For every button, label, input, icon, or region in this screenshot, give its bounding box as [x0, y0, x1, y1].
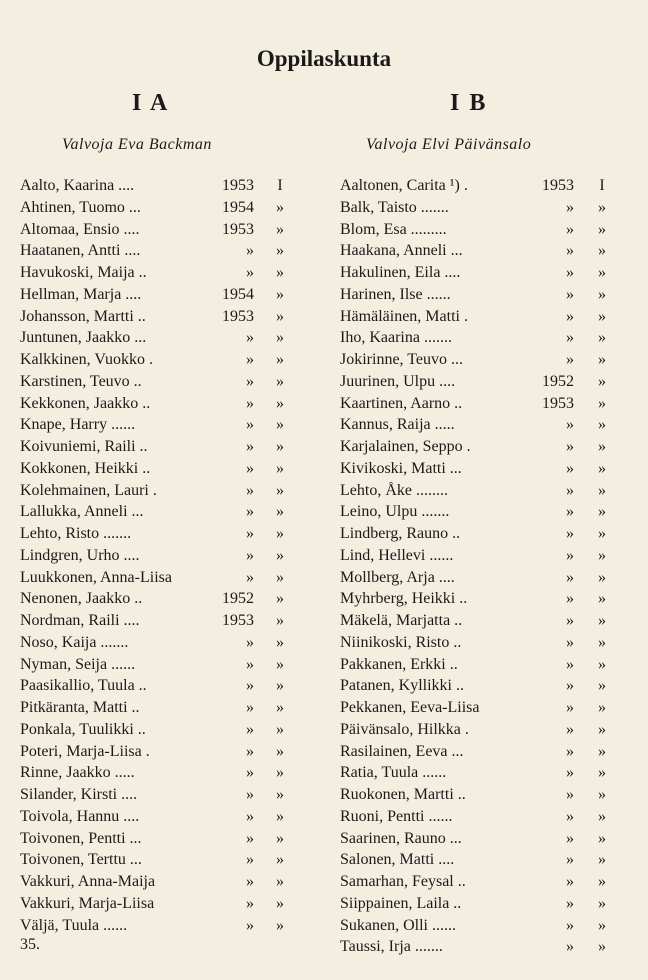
student-year: 1953 — [222, 220, 254, 238]
student-class: » — [276, 264, 284, 281]
student-year: » — [566, 242, 574, 260]
student-class: » — [276, 220, 284, 238]
student-year: » — [566, 438, 574, 455]
student-class: » — [598, 916, 606, 934]
student-row — [20, 545, 295, 567]
student-class: » — [276, 851, 284, 869]
student-class: » — [598, 633, 606, 651]
student-name: Kolehmainen, Lauri . — [20, 481, 157, 499]
student-name: Kannus, Raija ..... — [340, 416, 455, 434]
student-name: Haatanen, Antti .... — [20, 242, 141, 260]
student-name: Havukoski, Maija .. — [20, 264, 147, 281]
student-row — [20, 501, 295, 523]
student-year: » — [566, 677, 574, 695]
student-class: » — [276, 655, 284, 673]
student-row — [20, 349, 295, 371]
student-year: » — [246, 329, 254, 347]
student-row — [340, 719, 612, 741]
student-name: Mollberg, Arja .... — [340, 568, 455, 586]
student-class: » — [598, 873, 606, 890]
student-year: » — [566, 851, 574, 869]
student-row — [340, 610, 612, 632]
student-name: Myhrberg, Heikki .. — [340, 590, 468, 608]
student-year: » — [566, 633, 574, 651]
student-name: Pakkanen, Erkki .. — [340, 655, 458, 673]
student-name: Lind, Hellevi ...... — [340, 546, 454, 564]
student-year: » — [246, 633, 254, 651]
student-year: » — [566, 612, 574, 629]
student-row — [20, 893, 295, 915]
student-class: » — [276, 307, 284, 325]
student-year: » — [566, 416, 574, 434]
student-year: » — [566, 459, 574, 477]
student-row — [20, 414, 295, 436]
student-year: » — [566, 307, 574, 325]
student-row — [340, 197, 612, 219]
student-name: Balk, Taisto ....... — [340, 198, 449, 216]
student-year: » — [246, 894, 254, 912]
student-name: Lindgren, Urho .... — [20, 546, 140, 564]
student-name: Blom, Esa ......... — [340, 220, 447, 238]
student-year: 1953 — [222, 612, 254, 629]
student-row — [340, 219, 612, 241]
student-row — [340, 632, 612, 654]
student-year: » — [246, 764, 254, 782]
class-a-heading: I A — [132, 90, 170, 116]
student-year: » — [246, 699, 254, 716]
student-name: Sukanen, Olli ...... — [340, 916, 456, 934]
student-row — [20, 458, 295, 480]
student-class: » — [598, 612, 606, 629]
student-name: Lallukka, Anneli ... — [20, 503, 144, 521]
student-year: » — [246, 916, 254, 934]
student-class: » — [276, 459, 284, 477]
student-year: » — [566, 590, 574, 608]
student-row — [20, 719, 295, 741]
class-b-supervisor: Valvoja Elvi Päivänsalo — [366, 136, 532, 153]
student-year: » — [566, 503, 574, 521]
student-name: Harinen, Ilse ...... — [340, 285, 451, 303]
student-row — [340, 567, 612, 589]
student-class: » — [598, 351, 606, 368]
student-row — [20, 371, 295, 393]
student-name: Niinikoski, Risto .. — [340, 633, 462, 651]
student-name: Väljä, Tuula ...... — [20, 916, 128, 934]
student-row — [20, 828, 295, 850]
student-year: » — [566, 699, 574, 716]
student-class: » — [276, 786, 284, 803]
student-name: Karstinen, Teuvo .. — [20, 372, 142, 390]
student-class: » — [598, 742, 606, 760]
student-row — [20, 762, 295, 784]
student-row — [340, 762, 612, 784]
student-class: » — [598, 242, 606, 260]
student-name: Nordman, Raili .... — [20, 612, 140, 629]
student-name: Luukkonen, Anna-Liisa — [20, 568, 172, 586]
student-class: » — [276, 416, 284, 434]
student-class: » — [276, 438, 284, 455]
student-row — [340, 327, 612, 349]
student-year: 1954 — [222, 198, 254, 216]
student-name: Toivonen, Pentti ... — [20, 829, 142, 847]
student-year: 1953 — [542, 177, 574, 194]
student-class: » — [598, 438, 606, 455]
student-year: » — [246, 677, 254, 695]
student-class: » — [276, 351, 284, 368]
student-row — [20, 436, 295, 458]
student-class: » — [598, 894, 606, 912]
student-class: » — [276, 612, 284, 629]
student-name: Jokirinne, Teuvo ... — [340, 351, 464, 368]
class-a-supervisor: Valvoja Eva Backman — [62, 136, 212, 153]
student-row — [20, 567, 295, 589]
student-year: » — [566, 285, 574, 303]
student-row — [20, 654, 295, 676]
student-row — [20, 240, 295, 262]
student-name: Kaartinen, Aarno .. — [340, 394, 463, 412]
student-class: » — [598, 198, 606, 216]
student-row — [340, 501, 612, 523]
student-row — [340, 893, 612, 915]
student-class: » — [276, 372, 284, 390]
student-class: » — [276, 633, 284, 651]
student-name: Lehto, Åke ........ — [340, 481, 448, 499]
student-name: Lindberg, Rauno .. — [340, 525, 461, 542]
student-name: Noso, Kaija ....... — [20, 633, 129, 651]
student-row — [20, 806, 295, 828]
student-year: » — [246, 481, 254, 499]
student-year: » — [566, 829, 574, 847]
student-year: » — [566, 351, 574, 368]
student-class: » — [598, 481, 606, 499]
student-class: » — [276, 829, 284, 847]
student-class: » — [276, 873, 284, 890]
student-name: Pitkäranta, Matti .. — [20, 699, 140, 716]
student-year: » — [246, 372, 254, 390]
student-class: » — [598, 720, 606, 738]
student-class: » — [598, 851, 606, 869]
student-row — [20, 219, 295, 241]
student-class: » — [276, 590, 284, 608]
student-year: » — [246, 394, 254, 412]
student-year: » — [246, 742, 254, 760]
student-name: Leino, Ulpu ....... — [340, 503, 450, 521]
student-row — [340, 436, 612, 458]
student-name: Silander, Kirsti .... — [20, 786, 138, 803]
student-class: » — [598, 829, 606, 847]
student-class: » — [598, 677, 606, 695]
student-row — [340, 915, 612, 937]
student-year: » — [246, 655, 254, 673]
student-class: » — [598, 459, 606, 477]
student-year: » — [246, 851, 254, 869]
student-class: » — [276, 503, 284, 521]
student-year: » — [566, 198, 574, 216]
student-row — [340, 349, 612, 371]
student-name: Kokkonen, Heikki .. — [20, 459, 151, 477]
student-year: 1953 — [222, 177, 254, 194]
student-row — [340, 588, 612, 610]
student-year: » — [566, 938, 574, 956]
student-row — [340, 175, 612, 197]
student-name: Ponkala, Tuulikki .. — [20, 720, 146, 738]
student-name: Taussi, Irja ....... — [340, 938, 443, 956]
student-year: 1954 — [222, 285, 254, 303]
page-title: Oppilaskunta — [256, 46, 392, 71]
student-row — [20, 393, 295, 415]
student-row — [340, 414, 612, 436]
student-name: Pekkanen, Eeva-Liisa — [340, 699, 480, 716]
student-class: » — [598, 285, 606, 303]
student-class: » — [276, 198, 284, 216]
student-year: » — [246, 525, 254, 542]
class-b-student-list — [340, 175, 612, 958]
student-class: » — [276, 546, 284, 564]
student-row — [340, 936, 612, 958]
student-class: » — [598, 938, 606, 956]
student-year: » — [566, 264, 574, 281]
student-class: » — [276, 764, 284, 782]
student-row — [340, 545, 612, 567]
student-row — [20, 741, 295, 763]
student-class: » — [276, 916, 284, 934]
student-row — [20, 327, 295, 349]
student-year: » — [566, 720, 574, 738]
student-row — [340, 871, 612, 893]
student-row — [20, 871, 295, 893]
student-year: » — [246, 873, 254, 890]
student-name: Ratia, Tuula ...... — [340, 764, 447, 782]
student-name: Rinne, Jaakko ..... — [20, 764, 135, 782]
student-row — [340, 654, 612, 676]
student-row — [20, 849, 295, 871]
student-row — [340, 697, 612, 719]
student-name: Päivänsalo, Hilkka . — [340, 720, 469, 738]
student-row — [340, 741, 612, 763]
student-name: Juurinen, Ulpu .... — [340, 372, 456, 390]
student-name: Toivonen, Terttu ... — [20, 851, 142, 869]
student-row — [20, 588, 295, 610]
student-name: Samarhan, Feysal .. — [340, 873, 466, 890]
student-name: Hämäläinen, Matti . — [340, 307, 468, 325]
student-row — [20, 480, 295, 502]
student-year: » — [566, 546, 574, 564]
student-class: » — [598, 699, 606, 716]
student-name: Juntunen, Jaakko ... — [20, 329, 147, 347]
student-name: Lehto, Risto ....... — [20, 525, 132, 542]
student-row — [340, 262, 612, 284]
student-class: » — [598, 786, 606, 803]
student-year: » — [566, 568, 574, 586]
student-name: Vakkuri, Anna-Maija — [20, 873, 156, 890]
student-year: 1953 — [542, 394, 574, 412]
student-row — [20, 610, 295, 632]
student-row — [20, 197, 295, 219]
student-year: » — [246, 720, 254, 738]
student-year: » — [246, 807, 254, 825]
student-class: » — [276, 720, 284, 738]
student-row — [340, 306, 612, 328]
student-class: » — [598, 764, 606, 782]
student-year: » — [246, 351, 254, 368]
student-year: 1953 — [222, 307, 254, 325]
student-row — [20, 262, 295, 284]
student-row — [20, 523, 295, 545]
student-name: Ruoni, Pentti ...... — [340, 807, 453, 825]
student-row — [340, 523, 612, 545]
student-name: Hakulinen, Eila .... — [340, 264, 461, 281]
student-year: » — [566, 786, 574, 803]
student-row — [20, 175, 295, 197]
student-class: » — [598, 307, 606, 325]
student-year: » — [246, 503, 254, 521]
student-class: » — [598, 329, 606, 347]
student-class: » — [598, 590, 606, 608]
student-row — [340, 480, 612, 502]
student-class: » — [276, 525, 284, 542]
student-name: Mäkelä, Marjatta .. — [340, 612, 463, 629]
class-b-heading: I B — [450, 90, 488, 116]
student-class: » — [598, 220, 606, 238]
student-row — [340, 675, 612, 697]
student-name: Salonen, Matti .... — [340, 851, 455, 869]
student-class: » — [276, 568, 284, 586]
student-class: » — [598, 503, 606, 521]
student-name: Poteri, Marja-Liisa . — [20, 742, 150, 760]
student-name: Haakana, Anneli ... — [340, 242, 463, 260]
student-name: Koivuniemi, Raili .. — [20, 438, 148, 455]
student-row — [20, 284, 295, 306]
student-year: » — [566, 742, 574, 760]
student-class: » — [598, 546, 606, 564]
student-class: » — [598, 525, 606, 542]
student-name: Siippainen, Laila .. — [340, 894, 462, 912]
student-row — [340, 284, 612, 306]
student-name: Paasikallio, Tuula .. — [20, 677, 147, 695]
student-name: Vakkuri, Marja-Liisa — [20, 894, 155, 912]
student-name: Kivikoski, Matti ... — [340, 459, 462, 477]
student-year: » — [246, 829, 254, 847]
student-row — [20, 306, 295, 328]
student-year: » — [566, 525, 574, 542]
student-name: Hellman, Marja .... — [20, 285, 142, 303]
student-year: 1952 — [222, 590, 254, 608]
student-year: » — [246, 568, 254, 586]
student-row — [340, 458, 612, 480]
student-name: Iho, Kaarina ....... — [340, 329, 452, 347]
student-year: » — [246, 264, 254, 281]
student-year: 1952 — [542, 372, 574, 390]
student-name: Knape, Harry ...... — [20, 416, 136, 434]
student-class: » — [276, 329, 284, 347]
student-year: » — [246, 786, 254, 803]
student-year: » — [566, 481, 574, 499]
page-number: 35. — [20, 936, 40, 953]
student-class: » — [598, 264, 606, 281]
student-year: » — [566, 329, 574, 347]
student-class: I — [599, 177, 605, 194]
student-class: » — [598, 807, 606, 825]
student-name: Saarinen, Rauno ... — [340, 829, 462, 847]
student-name: Rasilainen, Eeva ... — [340, 742, 464, 760]
student-row — [340, 240, 612, 262]
student-year: » — [566, 894, 574, 912]
student-name: Nyman, Seija ...... — [20, 655, 136, 673]
student-row — [340, 393, 612, 415]
student-row — [20, 697, 295, 719]
student-year: » — [246, 242, 254, 260]
student-class: » — [276, 807, 284, 825]
student-row — [20, 632, 295, 654]
student-row — [20, 675, 295, 697]
student-name: Aalto, Kaarina .... — [20, 177, 135, 194]
student-class: » — [598, 568, 606, 586]
student-year: » — [566, 916, 574, 934]
student-name: Ahtinen, Tuomo ... — [20, 198, 141, 216]
student-name: Patanen, Kyllikki .. — [340, 677, 464, 695]
student-year: » — [246, 459, 254, 477]
class-a-student-list — [20, 175, 295, 936]
student-name: Karjalainen, Seppo . — [340, 438, 471, 455]
student-row — [340, 849, 612, 871]
student-row — [340, 784, 612, 806]
student-class: » — [276, 742, 284, 760]
student-class: » — [598, 655, 606, 673]
student-year: » — [246, 416, 254, 434]
student-year: » — [566, 873, 574, 890]
student-class: » — [276, 894, 284, 912]
student-year: » — [246, 438, 254, 455]
student-row — [340, 828, 612, 850]
student-row — [20, 915, 295, 937]
student-year: » — [566, 655, 574, 673]
student-class: » — [276, 285, 284, 303]
student-class: » — [276, 699, 284, 716]
student-year: » — [566, 764, 574, 782]
student-class: » — [598, 394, 606, 412]
student-row — [340, 371, 612, 393]
student-class: » — [276, 481, 284, 499]
student-name: Kalkkinen, Vuokko . — [20, 351, 153, 368]
student-name: Aaltonen, Carita ¹) . — [340, 177, 468, 194]
student-name: Kekkonen, Jaakko .. — [20, 394, 151, 412]
student-class: » — [276, 242, 284, 260]
student-class: » — [276, 394, 284, 412]
student-name: Nenonen, Jaakko .. — [20, 590, 143, 608]
student-class: I — [277, 177, 283, 194]
student-class: » — [276, 677, 284, 695]
student-year: » — [246, 546, 254, 564]
student-year: » — [566, 807, 574, 825]
student-class: » — [598, 372, 606, 390]
student-name: Ruokonen, Martti .. — [340, 786, 466, 803]
student-row — [340, 806, 612, 828]
student-row — [20, 784, 295, 806]
student-year: » — [566, 220, 574, 238]
student-class: » — [598, 416, 606, 434]
student-name: Johansson, Martti .. — [20, 307, 146, 325]
student-name: Altomaa, Ensio .... — [20, 220, 140, 238]
student-name: Toivola, Hannu .... — [20, 807, 140, 825]
